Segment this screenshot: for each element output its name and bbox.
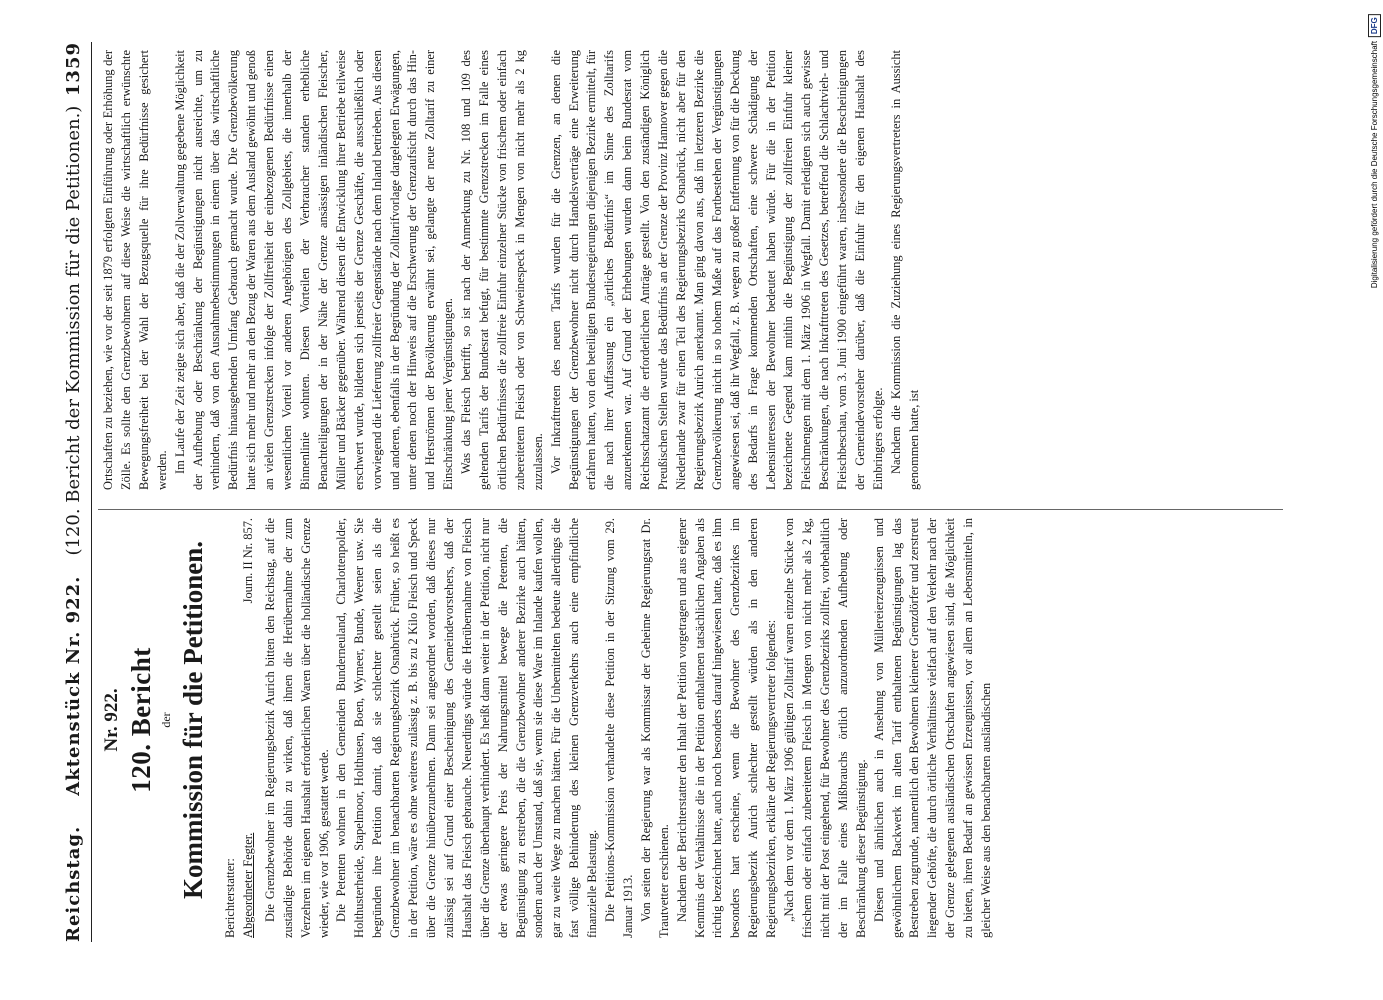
rapporteur-name: Abgeordneter Fegter. xyxy=(240,832,255,938)
report-subtitle: Kommission für die Petitionen. xyxy=(178,541,208,900)
credit-text: Digitalisierung gefördert durch die Deutsche Forschungsgemeinschaft xyxy=(1370,40,1379,289)
header-rule xyxy=(91,42,92,942)
paragraph: Was das Fleisch betrifft, so ist nach der Anmerkung zu Nr. 108 und 109 des geltenden Tarifs der Bundesrat befugt, für bestimmte Grenzstrecken im Falle eines örtlichen Bedürfnisses die zollfreie Einfuhr einzelner Stücke von frischem oder einfach zubereitetem Fleisch oder von Schweinespeck in Mengen von nicht mehr als 2 kg zuzulassen. xyxy=(459,50,545,490)
header-center: Aktenstück Nr. 922. xyxy=(63,575,84,796)
column-divider xyxy=(98,509,1283,510)
running-header xyxy=(63,42,85,942)
right-column xyxy=(100,50,924,490)
paragraph: Nachdem die Kommission die Zuziehung eines Regierungsvertreters in Aussicht genommen hatte, ist xyxy=(888,50,921,490)
rapporteur-label: Berichterstatter: xyxy=(223,858,237,938)
page-number: 1359 xyxy=(63,42,84,97)
paragraph: Vor Inkrafttreten des neuen Tarifs wurden für die Grenzen, an denen die Begünstigungen der Grenzbewohner nicht durch Handelsverträge eine Erweiterung erfahren hatten, von den beteiligten Bundesregierungen diejenigen Bezirke ermittelt, für die nach ihrer Auffassung ein „örtliches Bedürfnis“ im Sinne des Zolltarifs anzuerkennen war. Auf Grund der Erhebungen wurden dann beim Bundesrat vom Reichsschatzamt die erforderlichen Anträge gestellt. Von den zuständigen Königlich Preußischen Stellen wurde das Bedürfnis an der Grenze der Provinz Hannover gegen die Niederlande zwar für einen Teil des Regierungsbezirks Osnabrück, nicht aber für den Regierungsbezirk Aurich anerkannt. Man ging davon aus, daß im letzteren Bezirke die Grenzbevölkerung nicht in so hohem Maße auf das Fortbestehen der Vergünstigungen angewiesen sei, daß ihr Wegfall, z. B. wegen zu großer Entfernung von für die Deckung des Bedarfs in Frage kommenden Ortschaften, eine schwere Schädigung der Lebensinteressen der Bewohner bedeutet haben würde. Für die in der Petition bezeichnete Gegend kam mithin die Begünstigung der zollfreien Einfuhr kleiner Fleischmengen mit dem 1. März 1906 in Wegfall. Damit erledigten sich auch gewisse Beschränkungen, die nach Inkrafttreten des Gesetzes, betreffend die Schlachtvieh- und Fleischbeschau, vom 3. Juni 1900 eingeführt waren, insbesondere die Bescheinigungen der Gemeindevorsteher darüber, daß die Einfuhr für den eigenen Haushalt des Einbringers erfolgte. xyxy=(548,50,885,490)
header-right-label: (120. Bericht der Kommission für die Petitionen.) xyxy=(63,105,84,556)
paragraph: Ortschaften zu beziehen, wie vor der seit 1879 erfolgten Einführung oder Erhöhung der Zölle. Es sollte den Grenzbewohnern auf diese Weise die wirtschaftlich erwünschte Bewegungsfreiheit bei der Wahl der Bezugsquelle für ihre Bedürfnisse gesichert werden. xyxy=(101,50,169,490)
digitization-credit xyxy=(1368,14,1381,288)
header-left: Reichstag. xyxy=(63,825,84,942)
paragraph: Die Petitions-Kommission verhandelte diese Petition in der Sitzung vom 29. Januar 1913. xyxy=(603,518,635,938)
paragraph: Die Grenzbewohner im Regierungsbezirk Aurich bitten den Reichstag, auf die zuständige Behörde dahin zu wirken, daß ihnen die Herübernahme der zum Verzehren im eigenen Haushalt erforderlichen Waren über die holländische Grenze wieder, wie vor 1906, gestattet werde. xyxy=(262,518,331,938)
left-column xyxy=(100,518,996,938)
journal-reference: Journ. II Nr. 857. xyxy=(240,518,255,604)
rapporteur-line xyxy=(240,518,258,938)
paragraph: Die Petenten wohnen in den Gemeinden Bunderneuland, Charlottenpolder, Holthusterheide, Stapelmoor, Holthusen, Boen, Wymeer, Bunde, Weener usw. Sie begründen ihre Petition damit, daß sie schlechter gestellt seien als die Grenzbewohner im benachbarten Regierungsbezirk Osnabrück. Früher, so heißt es in der Petition, wäre es ohne weiteres zulässig z. B. bis zu 2 Kilo Fleisch und Speck über die Grenze hinüberzunehmen. Dann sei angeordnet worden, daß dieses nur zulässig sei auf Grund einer Bescheinigung des Gemeindevorstehers, daß der Haushalt das Fleisch gebrauche. Neuerdings würde die Herübernahme von Fleisch über die Grenze überhaupt verhindert. Es heißt dann weiter in der Petition, nicht nur der etwas geringere Preis der Nahrungsmittel bewege die Petenten, die Begünstigung zu erstreben, die die Grenzbewohner anderer Bezirke auch hätten, sondern auch der Umstand, daß sie, wenn sie diese Ware im Inlande kaufen wollen, gar zu weite Wege zu machen hätten. Für die Unbemittelten bedeute allerdings die fast völlige Behinderung des kleinen Grenzverkehrs auch eine empfindliche finanzielle Belastung. xyxy=(334,518,600,938)
paragraph: Von seiten der Regierung war als Kommissar der Geheime Regierungsrat Dr. Trautvetter erschienen. xyxy=(638,518,671,938)
paragraph: Im Laufe der Zeit zeigte sich aber, daß die der Zollverwaltung gegebene Möglichkeit der Aufhebung oder Beschränkung der Begünstigungen nicht ausreichte, um zu verhindern, daß von den Ausnahmebestimmungen in einem über das wirtschaftliche Bedürfnis hinausgehenden Umfang Gebrauch gemacht wurde. Die Grenzbevölkerung hatte sich mehr und mehr an den Bezug der Waren aus dem Ausland gewöhnt und genoß an vielen Grenzstrecken infolge der Zollfreiheit der einbezogenen Bedürfnisse einen wesentlichen Vorteil vor anderen Angehörigen des Zollgebiets, die innerhalb der Binnenlinie wohnten. Diesen Vorteilen der Verbraucher standen erhebliche Benachteiligungen der in der Nähe der Grenze ansässigen inländischen Fleischer, Müller und Bäcker gegenüber. Während diesen die Entwicklung ihrer Betriebe teilweise erschwert wurde, bildeten sich jenseits der Grenze Geschäfte, die ausschließlich oder vorwiegend die Lieferung zollfreier Gegenstände nach dem Inland betrieben. Aus diesen und anderen, ebenfalls in der Begründung der Zolltarifvorlage dargelegten Erwägungen, unter denen noch der Hinweis auf die Erschwerung der Grenzaufsicht durch das Hin- und Herströmen der Bevölkerung erwähnt sei, gelangte der neue Zolltarif zu einer Einschränkung jener Vergünstigungen. xyxy=(172,50,456,490)
paragraph: Diesen und ähnlichen auch in Ansehung von Müllereierzeugnissen und gewöhnlichem Backwerk im alten Tarif enthaltenen Begünstigungen lag das Bestreben zugrunde, namentlich den Bewohnern kleinerer Grenzdörfer und zerstreut liegender Gehöfte, die durch örtliche Verhältnisse vielfach auf den Verkehr nach der der Grenze gelegenen ausländischen Ortschaften angewiesen sind, die Möglichkeit zu bieten, ihren Bedarf an gewissen Erzeugnissen, vor allem an Lebensmitteln, in gleicher Weise aus den benachbarten ausländischen xyxy=(871,518,994,938)
report-title-der: der xyxy=(159,712,173,728)
report-title: 120. Bericht xyxy=(126,647,156,793)
paragraph: „Nach dem vor dem 1. März 1906 gültigen Zolltarif waren einzelne Stücke von frischem oder einfach zubereitetem Fleisch in Mengen von nicht mehr als 2 kg, nicht mit der Post eingehend, für Bewohner des Grenzbezirks zollfrei, vorbehaltlich der im Falle eines Mißbrauchs örtlich anzuordnenden Aufhebung oder Beschränkung dieser Begünstigung. xyxy=(782,518,868,938)
paragraph: Nachdem der Berichterstatter den Inhalt der Petition vorgetragen und aus eigener Kenntnis der Verhältnisse die in der Petition enthaltenen tatsächlichen Angaben als richtig bezeichnet hatte, auch noch besonders darauf hingewiesen hatte, daß es ihm besonders hart erscheine, wenn die Bewohner des Grenzbezirkes im Regierungsbezirk Aurich schlechter gestellt würden als in den anderen Regierungsbezirken, erklärte der Regierungsvertreter folgendes: xyxy=(674,518,779,938)
dfg-logo-icon: DFG xyxy=(1368,14,1381,37)
document-number: Nr. 922. xyxy=(101,688,122,752)
